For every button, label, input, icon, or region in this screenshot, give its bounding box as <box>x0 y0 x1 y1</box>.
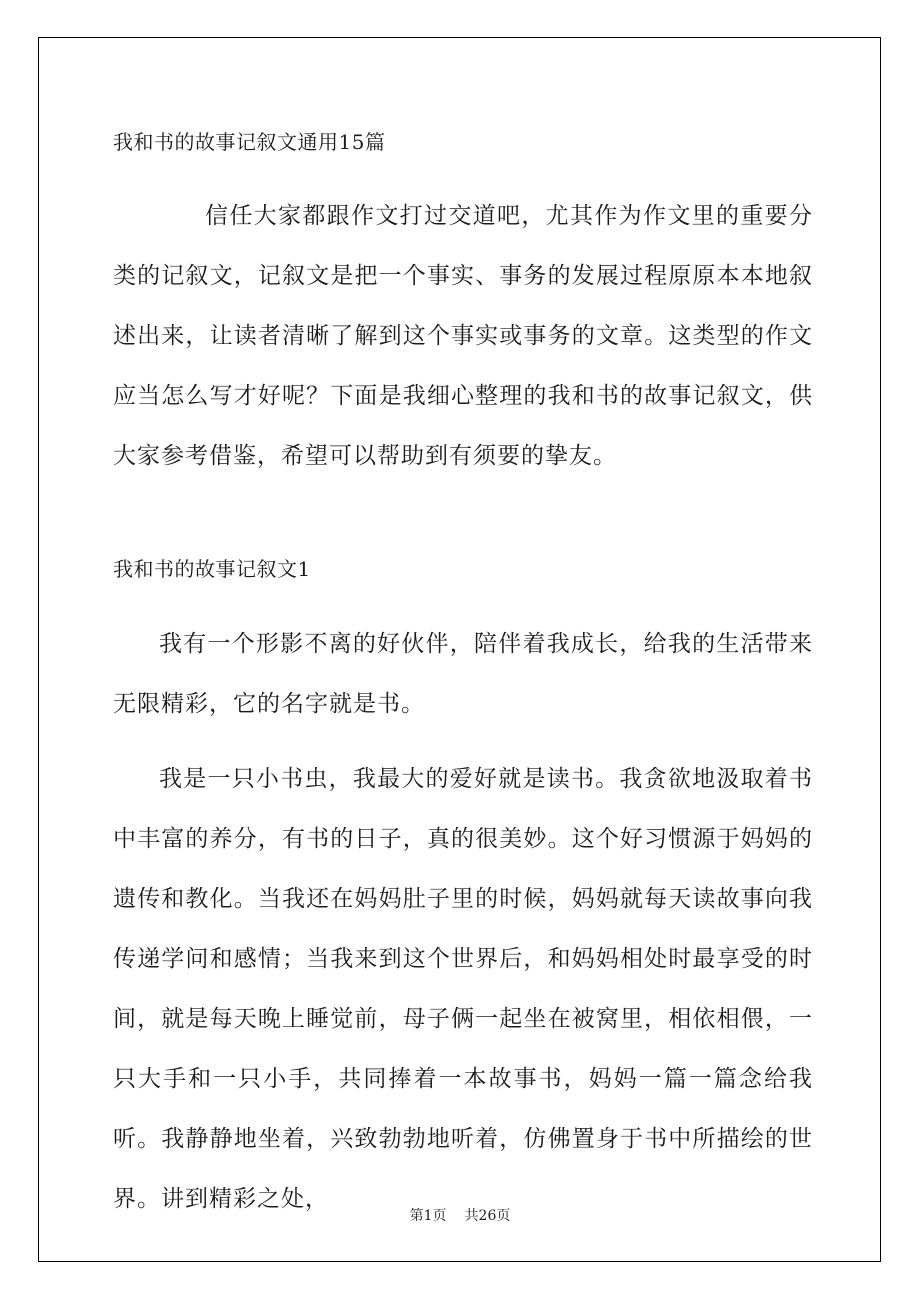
document-title: 我和书的故事记叙文通用15篇 <box>113 130 386 154</box>
section-title: 我和书的故事记叙文1 <box>113 557 311 581</box>
document-body <box>113 122 813 1229</box>
body-paragraph-1: 我有一个形影不离的好伙伴，陪伴着我成长，给我的生活带来无限精彩，它的名字就是书。 <box>113 631 813 717</box>
page-number: 第1页 <box>409 1208 447 1224</box>
intro-paragraph: 信任大家都跟作文打过交道吧，尤其作为作文里的重要分类的记叙文，记叙文是把一个事实、事务的发展过程原原本本地叙述出来，让读者清晰了解到这个事实或事务的文章。这类型的作文应当怎么写才好呢？下面是我细心整理的我和书的故事记叙文，供大家参考借鉴，希望可以帮助到有须要的挚友。 <box>113 203 813 469</box>
body-paragraph-2: 我是一只小书虫，我最大的爱好就是读书。我贪欲地汲取着书中丰富的养分，有书的日子，真的很美妙。这个好习惯源于妈妈的遗传和教化。当我还在妈妈肚子里的时候，妈妈就每天读故事向我传递学问和感情；当我来到这个世界后，和妈妈相处时最享受的时间，就是每天晚上睡觉前，母子俩一起坐在被窝里，相依相偎，一只大手和一只小手，共同捧着一本故事书，妈妈一篇一篇念给我听。我静静地坐着，兴致勃勃地听着，仿佛置身于书中所描绘的世界。讲到精彩之处， <box>113 766 813 1212</box>
total-pages: 共26页 <box>464 1208 511 1224</box>
page-footer <box>0 1205 920 1225</box>
